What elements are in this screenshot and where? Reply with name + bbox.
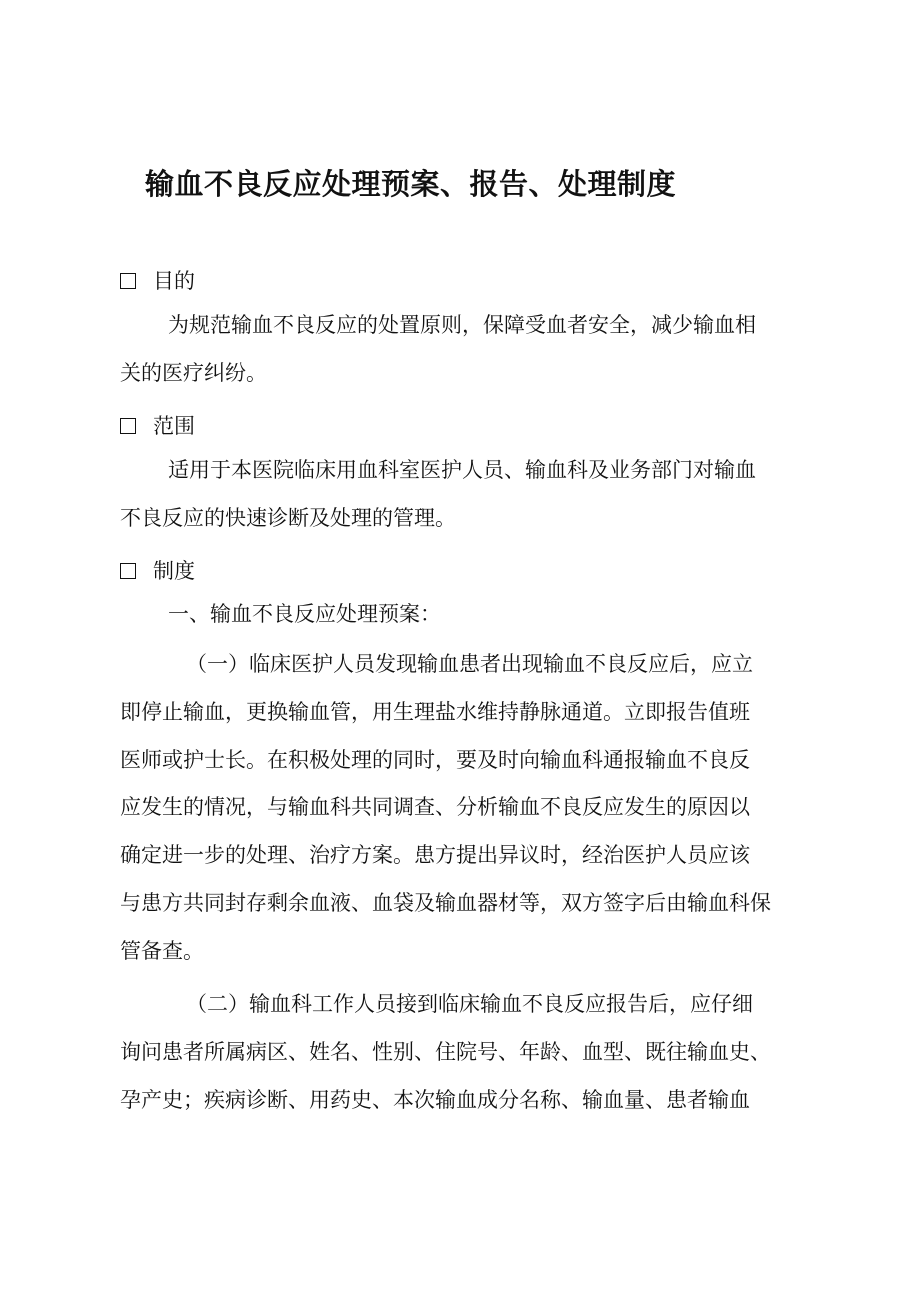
paragraph-line: （二）输血科工作人员接到临床输血不良反应报告后，应仔细 — [186, 992, 753, 1016]
section-heading-label: 制度 — [153, 559, 195, 583]
paragraph-line: 孕产史；疾病诊断、用药史、本次输血成分名称、输血量、患者输血 — [120, 1088, 750, 1112]
paragraph-line: 管备查。 — [120, 939, 204, 963]
paragraph-line: 确定进一步的处理、治疗方案。患方提出异议时，经治医护人员应该 — [120, 843, 750, 867]
section-heading-label: 范围 — [153, 414, 195, 438]
paragraph-line: （一）临床医护人员发现输血患者出现输血不良反应后，应立 — [186, 652, 753, 676]
paragraph-line: 为规范输血不良反应的处置原则，保障受血者安全，减少输血相 — [168, 313, 756, 337]
paragraph-line: 关的医疗纠纷。 — [120, 361, 267, 385]
paragraph-line: 应发生的情况，与输血科共同调查、分析输血不良反应发生的原因以 — [120, 795, 750, 819]
paragraph-line: 适用于本医院临床用血科室医护人员、输血科及业务部门对输血 — [168, 458, 756, 482]
paragraph-line: 不良反应的快速诊断及处理的管理。 — [120, 506, 456, 530]
section-heading-purpose — [120, 265, 195, 295]
checkbox-icon — [120, 418, 136, 434]
section-heading-scope — [120, 410, 195, 440]
document-title: 输血不良反应处理预案、报告、处理制度 — [145, 167, 677, 201]
paragraph-line: 即停止输血，更换输血管，用生理盐水维持静脉通道。立即报告值班 — [120, 700, 750, 724]
paragraph-line: 与患方共同封存剩余血液、血袋及输血器材等，双方签字后由输血科保 — [120, 891, 771, 915]
paragraph-line: 医师或护士长。在积极处理的同时，要及时向输血科通报输血不良反 — [120, 748, 750, 772]
checkbox-icon — [120, 563, 136, 579]
subheading: 一、输血不良反应处理预案： — [168, 602, 441, 626]
section-heading-policy — [120, 555, 195, 585]
paragraph-line: 询问患者所属病区、姓名、性别、住院号、年龄、血型、既往输血史、 — [120, 1040, 771, 1064]
checkbox-icon — [120, 273, 136, 289]
section-heading-label: 目的 — [153, 269, 195, 293]
